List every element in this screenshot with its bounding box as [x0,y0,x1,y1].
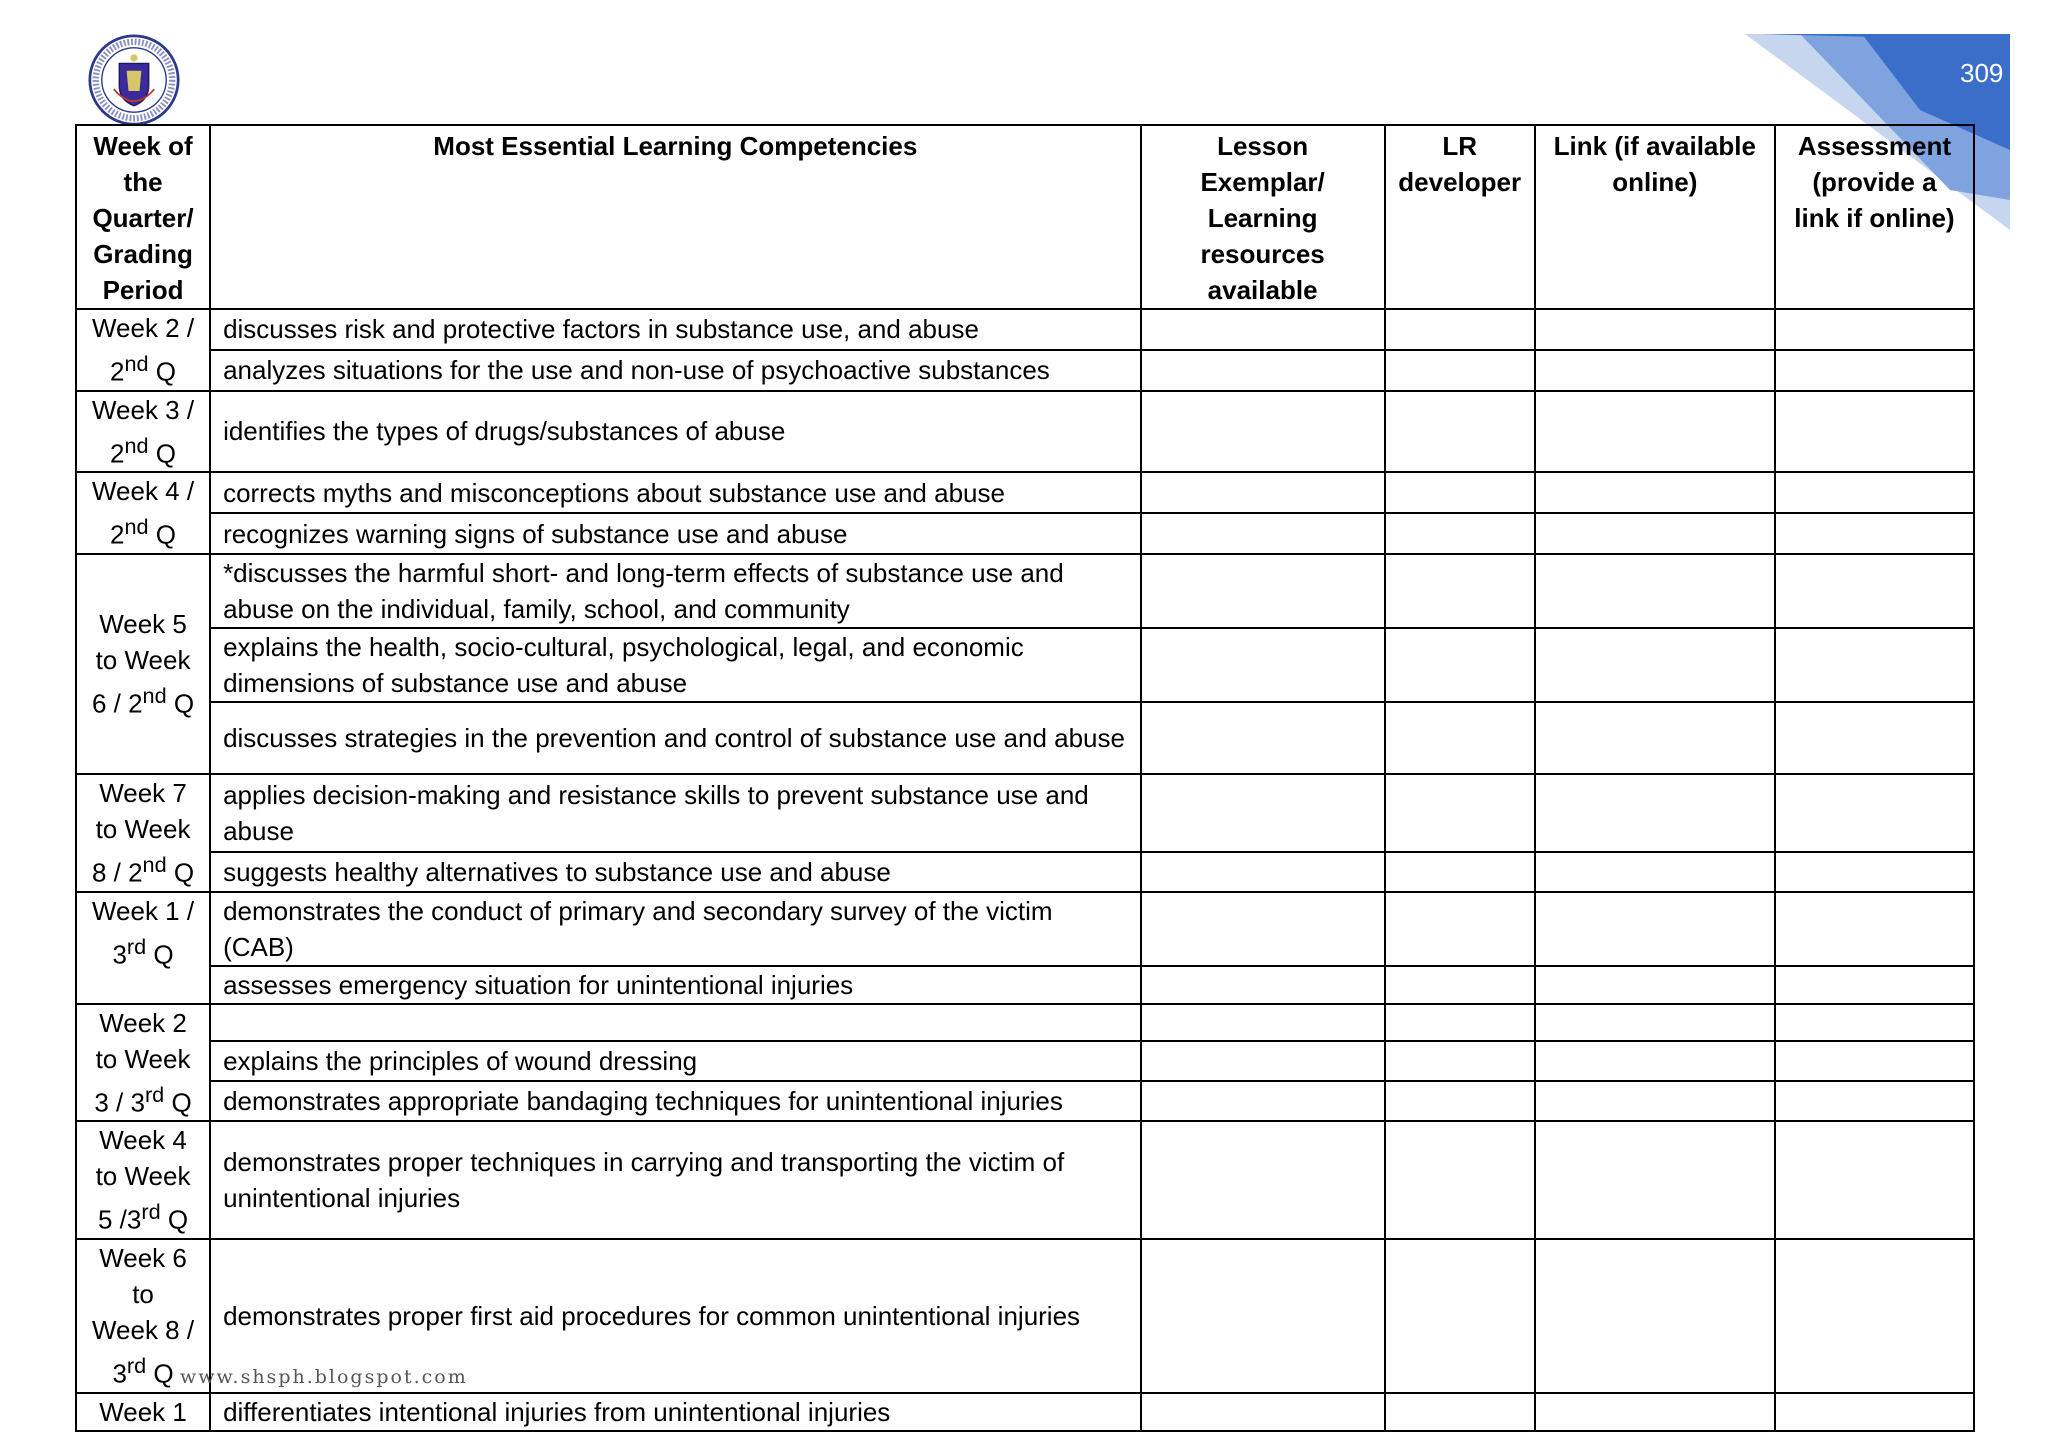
week-cell: Week 1 / 3rd Q [76,892,210,1004]
link-cell [1535,391,1775,473]
assessment-cell [1775,966,1974,1004]
link-cell [1535,1239,1775,1393]
lesson-cell [1141,774,1385,852]
link-cell [1535,472,1775,513]
assessment-cell [1775,1239,1974,1393]
lesson-cell [1141,966,1385,1004]
link-cell [1535,774,1775,852]
lesson-cell [1141,391,1385,473]
table-row [76,309,1974,350]
week-cell: Week 6 to Week 8 / 3rd Q [76,1239,210,1393]
lr-developer-cell [1385,1121,1535,1239]
competency-cell: *discusses the harmful short- and long-term effects of substance use and abuse on the individual, family, school, and community [210,554,1140,628]
link-cell [1535,309,1775,350]
assessment-cell [1775,554,1974,628]
assessment-cell [1775,472,1974,513]
lr-developer-cell [1385,309,1535,350]
assessment-cell [1775,892,1974,966]
week-cell: Week 4 to Week 5 /3rd Q [76,1121,210,1239]
assessment-cell [1775,1041,1974,1081]
table-row [76,1081,1974,1121]
lr-developer-cell [1385,1004,1535,1042]
table-row [76,350,1974,391]
competency-cell: discusses strategies in the prevention and control of substance use and abuse [210,702,1140,774]
lesson-cell [1141,309,1385,350]
lesson-cell [1141,1004,1385,1042]
week-cell: Week 1 [76,1393,210,1431]
link-cell [1535,554,1775,628]
competency-cell [210,1004,1140,1042]
link-cell [1535,966,1775,1004]
lr-developer-cell [1385,852,1535,892]
assessment-cell [1775,1081,1974,1121]
lesson-cell [1141,1121,1385,1239]
lr-developer-cell [1385,892,1535,966]
link-cell [1535,852,1775,892]
header-melc: Most Essential Learning Competencies [210,125,1140,309]
table-row [76,966,1974,1004]
lr-developer-cell [1385,774,1535,852]
competency-cell: discusses risk and protective factors in substance use, and abuse [210,309,1140,350]
table-row [76,892,1974,966]
lesson-cell [1141,554,1385,628]
week-cell: Week 4 / 2nd Q [76,472,210,554]
lr-developer-cell [1385,1041,1535,1081]
link-cell [1535,1121,1775,1239]
competency-cell: explains the health, socio-cultural, psychological, legal, and economic dimensions of substance use and abuse [210,628,1140,702]
lr-developer-cell [1385,1081,1535,1121]
table-row [76,391,1974,473]
lesson-cell [1141,1081,1385,1121]
week-cell: Week 5 to Week 6 / 2nd Q [76,554,210,774]
header-lr-developer: LR developer [1385,125,1535,309]
lesson-cell [1141,1393,1385,1431]
lesson-cell [1141,472,1385,513]
lr-developer-cell [1385,554,1535,628]
week-cell: Week 2 to Week 3 / 3rd Q [76,1004,210,1122]
competency-cell: differentiates intentional injuries from unintentional injuries [210,1393,1140,1431]
competency-cell: demonstrates proper techniques in carrying and transporting the victim of unintentional injuries [210,1121,1140,1239]
competency-cell: suggests healthy alternatives to substance use and abuse [210,852,1140,892]
assessment-cell [1775,391,1974,473]
header-link: Link (if available online) [1535,125,1775,309]
lr-developer-cell [1385,472,1535,513]
link-cell [1535,892,1775,966]
watermark: www.shsph.blogspot.com [180,1366,468,1388]
competency-cell: explains the principles of wound dressing [210,1041,1140,1081]
table-row [76,1393,1974,1431]
link-cell [1535,513,1775,554]
table-row [76,852,1974,892]
header-assessment: Assessment (provide a link if online) [1775,125,1974,309]
competency-cell: demonstrates the conduct of primary and secondary survey of the victim (CAB) [210,892,1140,966]
competency-cell: demonstrates appropriate bandaging techniques for unintentional injuries [210,1081,1140,1121]
lr-developer-cell [1385,1393,1535,1431]
table-row [76,702,1974,774]
table-row [76,554,1974,628]
deped-seal-logo [88,34,180,126]
lesson-cell [1141,1239,1385,1393]
lr-developer-cell [1385,350,1535,391]
week-cell: Week 7 to Week 8 / 2nd Q [76,774,210,892]
assessment-cell [1775,774,1974,852]
lr-developer-cell [1385,513,1535,554]
competency-cell: demonstrates proper first aid procedures for common unintentional injuries [210,1239,1140,1393]
assessment-cell [1775,513,1974,554]
assessment-cell [1775,1393,1974,1431]
table-row [76,1004,1974,1042]
lesson-cell [1141,350,1385,391]
competency-cell: analyzes situations for the use and non-use of psychoactive substances [210,350,1140,391]
assessment-cell [1775,350,1974,391]
week-cell: Week 3 / 2nd Q [76,391,210,473]
lesson-cell [1141,1041,1385,1081]
assessment-cell [1775,1004,1974,1042]
assessment-cell [1775,702,1974,774]
melc-table [75,124,1975,1432]
lesson-cell [1141,892,1385,966]
competency-cell: assesses emergency situation for unintentional injuries [210,966,1140,1004]
link-cell [1535,1041,1775,1081]
competency-cell: applies decision-making and resistance skills to prevent substance use and abuse [210,774,1140,852]
page-number: 309 [1960,58,2004,88]
lr-developer-cell [1385,966,1535,1004]
table-row [76,1041,1974,1081]
header-lesson-exemplar: Lesson Exemplar/ Learning resources available [1141,125,1385,309]
table-row [76,513,1974,554]
table-row [76,472,1974,513]
link-cell [1535,1393,1775,1431]
assessment-cell [1775,628,1974,702]
competency-cell: recognizes warning signs of substance use and abuse [210,513,1140,554]
competency-cell: corrects myths and misconceptions about substance use and abuse [210,472,1140,513]
table-row [76,628,1974,702]
link-cell [1535,628,1775,702]
lr-developer-cell [1385,1239,1535,1393]
week-cell: Week 2 / 2nd Q [76,309,210,391]
link-cell [1535,350,1775,391]
competency-cell: identifies the types of drugs/substances of abuse [210,391,1140,473]
lr-developer-cell [1385,702,1535,774]
assessment-cell [1775,309,1974,350]
lr-developer-cell [1385,391,1535,473]
table-row [76,774,1974,852]
assessment-cell [1775,1121,1974,1239]
lesson-cell [1141,628,1385,702]
link-cell [1535,1081,1775,1121]
assessment-cell [1775,852,1974,892]
lesson-cell [1141,702,1385,774]
lesson-cell [1141,852,1385,892]
header-week: Week of the Quarter/ Grading Period [76,125,210,309]
table-header-row [76,125,1974,309]
lesson-cell [1141,513,1385,554]
lr-developer-cell [1385,628,1535,702]
table-row [76,1121,1974,1239]
link-cell [1535,702,1775,774]
link-cell [1535,1004,1775,1042]
